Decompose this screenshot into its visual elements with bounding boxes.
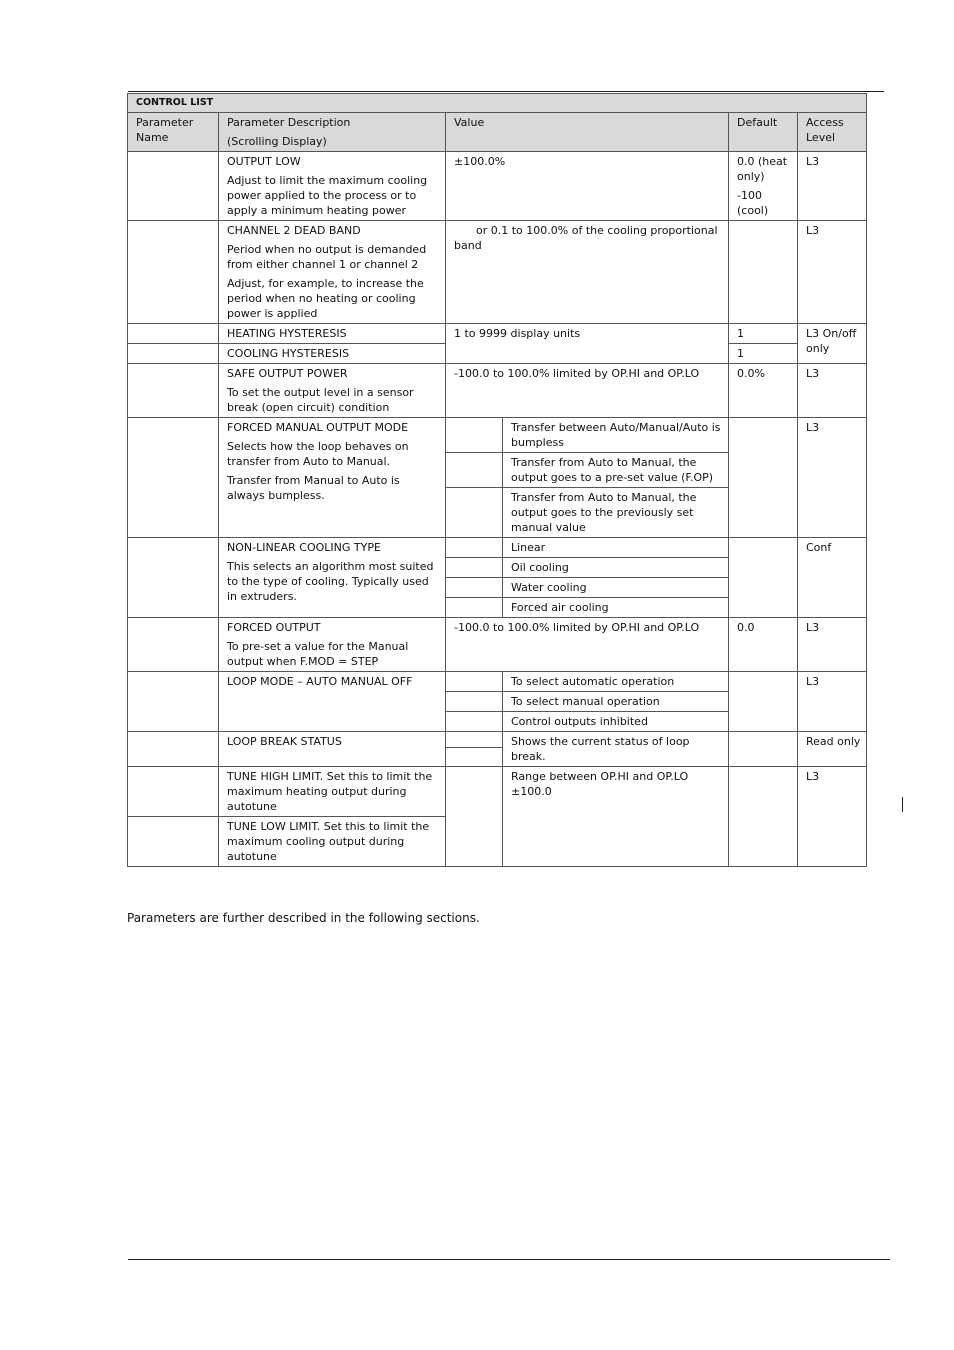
description-cell: FORCED OUTPUT To pre-set a value for the Manual output when F.MOD = STEP	[219, 618, 446, 672]
description-cell: SAFE OUTPUT POWER To set the output level in a sensor break (open circuit) condition	[219, 364, 446, 418]
parameter-name-cell	[128, 364, 219, 418]
value-cell: 1 to 9999 display units	[446, 324, 729, 364]
option-cell: Oil cooling	[503, 558, 729, 578]
description-cell: FORCED MANUAL OUTPUT MODE Selects how the loop behaves on transfer from Auto to Manual. Transfer from Manual to Auto is always bumpless.	[219, 418, 446, 538]
text-cursor-mark	[902, 797, 903, 812]
header-value: Value	[446, 113, 729, 152]
access-cell: Read only	[798, 732, 867, 767]
table-row	[128, 538, 867, 558]
default-cell: 0.0 (heat only) -100 (cool)	[729, 152, 798, 221]
access-cell: L3	[798, 618, 867, 672]
enum-code-cell	[446, 712, 503, 732]
description-cell: HEATING HYSTERESIS	[219, 324, 446, 344]
value-cell: -100.0 to 100.0% limited by OP.HI and OP.LO	[446, 364, 729, 418]
option-cell: Transfer between Auto/Manual/Auto is bumpless	[503, 418, 729, 453]
parameter-name-cell	[128, 817, 219, 867]
table-row	[128, 364, 867, 418]
option-cell: Forced air cooling	[503, 598, 729, 618]
enum-code-cell	[446, 488, 503, 538]
enum-code-cell	[446, 578, 503, 598]
enum-code-cell	[446, 748, 503, 767]
enum-code-cell	[446, 453, 503, 488]
description-cell: TUNE HIGH LIMIT. Set this to limit the maximum heating output during autotune	[219, 767, 446, 817]
description-cell: CHANNEL 2 DEAD BAND Period when no output is demanded from either channel 1 or channel 2 Adjust, for example, to increase the period when no heating or cooling power is applied	[219, 221, 446, 324]
description-cell: LOOP BREAK STATUS	[219, 732, 446, 767]
control-list-table	[127, 93, 867, 867]
table-row	[128, 324, 867, 344]
enum-code-cell	[446, 692, 503, 712]
value-cell: Range between OP.HI and OP.LO ±100.0	[503, 767, 729, 867]
parameter-name-cell	[128, 767, 219, 817]
enum-code-cell	[446, 672, 503, 692]
access-cell: L3	[798, 221, 867, 324]
access-cell: Conf	[798, 538, 867, 618]
enum-code-cell	[446, 767, 503, 867]
table-title-row	[128, 94, 867, 113]
option-cell: To select manual operation	[503, 692, 729, 712]
option-cell: Control outputs inhibited	[503, 712, 729, 732]
description-cell: TUNE LOW LIMIT. Set this to limit the maximum cooling output during autotune	[219, 817, 446, 867]
footer-paragraph: Parameters are further described in the following sections.	[127, 911, 480, 925]
parameter-name-cell	[128, 221, 219, 324]
table-row	[128, 732, 867, 748]
table-row	[128, 152, 867, 221]
option-cell: To select automatic operation	[503, 672, 729, 692]
parameter-name-cell	[128, 672, 219, 732]
access-cell: L3	[798, 364, 867, 418]
description-cell: COOLING HYSTERESIS	[219, 344, 446, 364]
table-row	[128, 618, 867, 672]
parameter-name-cell	[128, 618, 219, 672]
header-access-level: Access Level	[798, 113, 867, 152]
enum-code-cell	[446, 538, 503, 558]
default-cell: 0.0	[729, 618, 798, 672]
default-cell	[729, 538, 798, 618]
parameter-name-cell	[128, 324, 219, 344]
top-rule	[128, 91, 884, 92]
default-cell	[729, 418, 798, 538]
access-cell: L3	[798, 152, 867, 221]
description-cell: OUTPUT LOW Adjust to limit the maximum cooling power applied to the process or to apply a minimum heating power	[219, 152, 446, 221]
value-cell: -100.0 to 100.0% limited by OP.HI and OP.LO	[446, 618, 729, 672]
option-cell: Transfer from Auto to Manual, the output goes to a pre-set value (F.OP)	[503, 453, 729, 488]
value-cell: Shows the current status of loop break.	[503, 732, 729, 767]
default-cell	[729, 767, 798, 867]
table-header-row	[128, 113, 867, 152]
access-cell: L3	[798, 418, 867, 538]
enum-code-cell	[446, 418, 503, 453]
default-cell	[729, 672, 798, 732]
description-cell: LOOP MODE – AUTO MANUAL OFF	[219, 672, 446, 732]
table-row	[128, 672, 867, 692]
default-cell	[729, 732, 798, 767]
parameter-name-cell	[128, 344, 219, 364]
table-row	[128, 418, 867, 453]
access-cell: L3	[798, 672, 867, 732]
default-cell	[729, 221, 798, 324]
value-cell: or 0.1 to 100.0% of the cooling proportional band	[446, 221, 729, 324]
parameter-name-cell	[128, 418, 219, 538]
access-cell: L3 On/off only	[798, 324, 867, 364]
table-row	[128, 767, 867, 817]
option-cell: Linear	[503, 538, 729, 558]
enum-code-cell	[446, 558, 503, 578]
option-cell: Transfer from Auto to Manual, the output goes to the previously set manual value	[503, 488, 729, 538]
table-title: CONTROL LIST	[128, 94, 867, 113]
header-parameter-description: Parameter Description (Scrolling Display)	[219, 113, 446, 152]
value-cell: ±100.0%	[446, 152, 729, 221]
enum-code-cell	[446, 598, 503, 618]
parameter-name-cell	[128, 538, 219, 618]
default-cell: 1	[729, 344, 798, 364]
parameter-name-cell	[128, 732, 219, 767]
default-cell: 1	[729, 324, 798, 344]
enum-code-cell	[446, 732, 503, 748]
access-cell: L3	[798, 767, 867, 867]
description-cell: NON-LINEAR COOLING TYPE This selects an algorithm most suited to the type of cooling. Typically used in extruders.	[219, 538, 446, 618]
table-row	[128, 221, 867, 324]
option-cell: Water cooling	[503, 578, 729, 598]
bottom-rule	[128, 1259, 890, 1260]
parameter-name-cell	[128, 152, 219, 221]
header-parameter-name: Parameter Name	[128, 113, 219, 152]
default-cell: 0.0%	[729, 364, 798, 418]
header-default: Default	[729, 113, 798, 152]
